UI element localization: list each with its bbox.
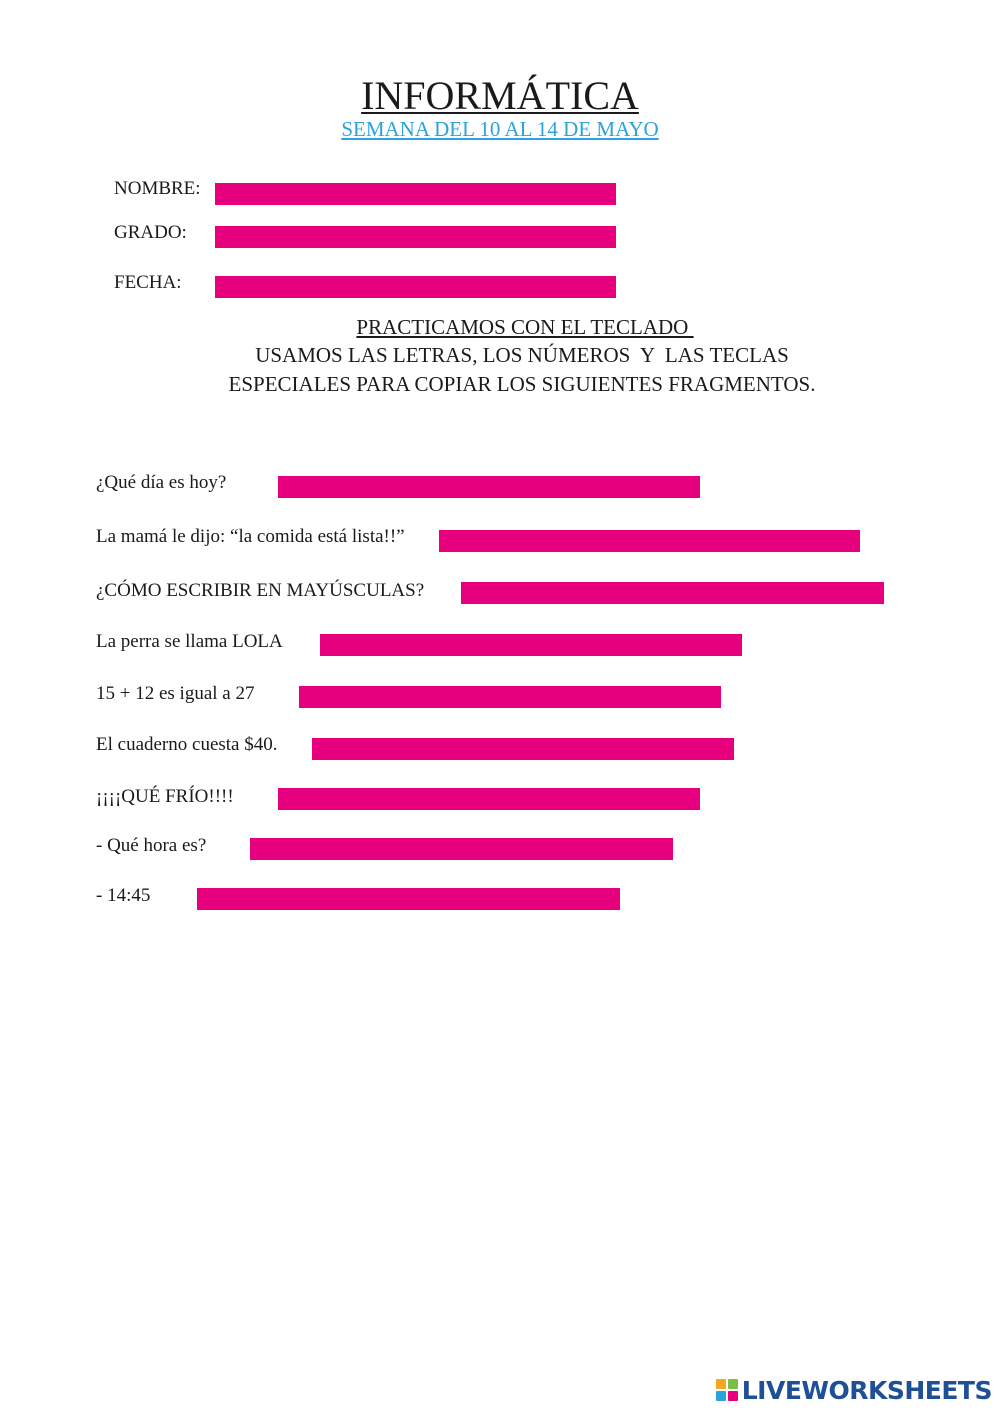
page-title: INFORMÁTICA <box>361 73 639 118</box>
exercise-prompt-6: El cuaderno cuesta $40. <box>96 734 278 755</box>
exercise-answer-field-1[interactable] <box>278 476 700 498</box>
exercise-prompt-7: ¡¡¡¡QUÉ FRÍO!!!! <box>96 786 234 807</box>
nombre-answer-field[interactable] <box>215 183 616 205</box>
exercise-answer-field-6[interactable] <box>312 738 734 760</box>
liveworksheets-logo <box>716 1377 992 1403</box>
exercise-answer-field-3[interactable] <box>461 582 884 604</box>
exercise-prompt-2: La mamá le dijo: “la comida está lista!!” <box>96 526 405 547</box>
liveworksheets-blocks-icon <box>716 1379 738 1401</box>
exercise-prompt-4: La perra se llama LOLA <box>96 631 283 652</box>
exercise-prompt-3: ¿CÓMO ESCRIBIR EN MAYÚSCULAS? <box>96 580 425 601</box>
grado-answer-field[interactable] <box>215 226 616 248</box>
nombre-label: NOMBRE: <box>114 178 201 199</box>
exercise-prompt-9: - 14:45 <box>96 885 151 906</box>
exercise-answer-field-8[interactable] <box>250 838 673 860</box>
exercise-answer-field-4[interactable] <box>320 634 742 656</box>
instructions-heading: PRACTICAMOS CON EL TECLADO <box>356 315 694 339</box>
fecha-answer-field[interactable] <box>215 276 616 298</box>
exercise-answer-field-2[interactable] <box>439 530 860 552</box>
grado-label: GRADO: <box>114 222 187 243</box>
exercise-prompt-5: 15 + 12 es igual a 27 <box>96 683 255 704</box>
page-subtitle: SEMANA DEL 10 AL 14 DE MAYO <box>341 117 659 141</box>
exercise-prompt-1: ¿Qué día es hoy? <box>96 472 227 493</box>
instructions-line-1: USAMOS LAS LETRAS, LOS NÚMEROS Y LAS TECLAS <box>255 343 789 367</box>
exercise-answer-field-9[interactable] <box>197 888 620 910</box>
instructions-line-2: ESPECIALES PARA COPIAR LOS SIGUIENTES FRAGMENTOS. <box>228 372 816 396</box>
liveworksheets-logo-text: LIVEWORKSHEETS <box>741 1375 992 1405</box>
fecha-label: FECHA: <box>114 272 182 293</box>
exercise-answer-field-7[interactable] <box>278 788 700 810</box>
exercise-prompt-8: - Qué hora es? <box>96 835 207 856</box>
exercise-answer-field-5[interactable] <box>299 686 721 708</box>
